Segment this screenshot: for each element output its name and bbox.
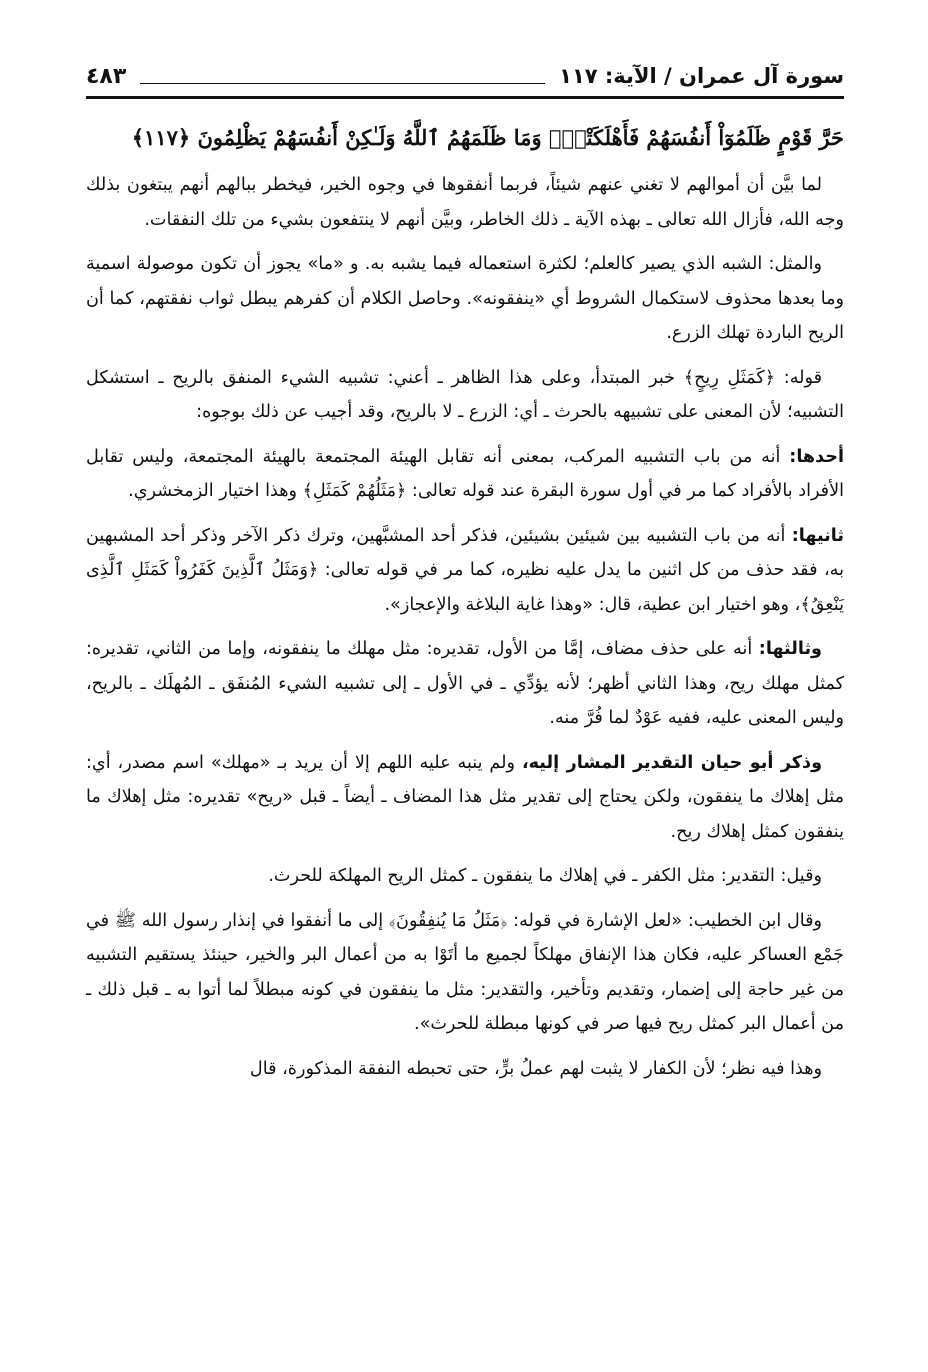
surah-title: سورة آل عمران / الآية: ١١٧ [559, 64, 844, 88]
paragraph-text: والمثل: الشبه الذي يصير كالعلم؛ لكثرة استعماله فيما يشبه به. و «ما» يجوز أن تكون موصولة اسمية وما بعدها محذوف لاستكمال الشروط أي «ينفقونه». وحاصل الكلام أن كفرهم يبطل ثواب نفقتهم، كما أن الريح الباردة تهلك الزرع. [86, 254, 844, 343]
paragraph-text: ولم ينبه عليه اللهم إلا أن يريد بـ «مهلك» اسم مصدر، أي: مثل إهلاك ما ينفقون، ولكن يحتاج إلى تقدير مثل هذا المضاف ـ أيضاً ـ قبل «ريح» تقديره: مثل إهلاك ما ينفقون كمثل إهلاك ريح. [86, 752, 844, 842]
paragraph-text: وقال ابن الخطيب: «لعل الإشارة في قوله: ﴿مَثَلُ مَا يُنفِقُونَ﴾ إلى ما أنفقوا في إنذار رسول الله ﷺ في جَمْع العساكر عليه، فكان هذا الإنفاق مهلكاً لجميع ما أتَوْا به من أعمال البر والخير، حينئذ يستقيم التشبيه من غير حاجة إلى إضمار، وتقديم وتأخير، والتقدير: مثل ما ينفقون في كونه مبطلاً لما أتوا به ـ قبل ذلك ـ من أعمال البر كمثل ريح فيها صر في كونها مبطلة للحرث». [86, 910, 844, 1034]
paragraph-4 [86, 440, 844, 509]
paragraph-lead: وذكر أبو حيان التقدير المشار إليه، [521, 752, 823, 773]
paragraph-3 [86, 361, 844, 430]
paragraph-7 [86, 746, 844, 850]
quran-verse: حَرَّ قَوْمٍ ظَلَمُوٓاْ أَنفُسَهُمْ فَأَهْلَكَتْهُۚ وَمَا ظَلَمَهُمُ ٱللَّهُ وَلَـٰكِنْ أَنفُسَهُمْ يَظْلِمُونَ ﴿١١٧﴾ [131, 125, 844, 150]
paragraph-5 [86, 519, 844, 623]
paragraph-text: وهذا فيه نظر؛ لأن الكفار لا يثبت لهم عملُ برٍّ، حتى تحبطه النفقة المذكورة، قال [249, 1058, 822, 1079]
paragraph-text: قوله: ﴿كَمَثَلِ رِيحٍ﴾ خبر المبتدأ، وعلى هذا الظاهر ـ أعني: تشبيه الشيء المنفق بالريح ـ استشكل التشبيه؛ لأن المعنى على تشبيهه بالحرث ـ أي: الزرع ـ لا بالريح، وقد أجيب عن ذلك بوجوه: [86, 367, 844, 422]
paragraph-lead: أحدها: [789, 446, 844, 467]
paragraph-lead: ثانيها: [791, 525, 844, 546]
paragraph-1 [86, 168, 844, 237]
paragraph-9 [86, 904, 844, 1042]
paragraph-8 [86, 859, 844, 894]
paragraph-text: أنه من باب التشبيه المركب، بمعنى أنه تقابل الهيئة المجتمعة بالهيئة المجتمعة، وليس تقابل الأفراد بالأفراد كما مر في أول سورة البقرة عند قوله تعالى: ﴿مَثَلُهُمْ كَمَثَلِ﴾ وهذا اختيار الزمخشري. [86, 446, 844, 501]
paragraph-text: أنه على حذف مضاف، إمَّا من الأول، تقديره: مثل مهلك ما ينفقونه، وإما من الثاني، تقديره: كمثل مهلك ريح، وهذا الثاني أظهر؛ لأنه يؤدِّي ـ في الأول ـ إلى تشبيه الشيء المُنفَق ـ المُهلَك ـ بالريح، وليس المعنى عليه، ففيه عَوْدٌ لما فُرَّ منه. [86, 639, 844, 728]
paragraph-text: وقيل: التقدير: مثل الكفر ـ في إهلاك ما ينفقون ـ كمثل الريح المهلكة للحرث. [268, 866, 822, 886]
paragraph-6 [86, 632, 844, 736]
page-number: ٤٨٣ [86, 63, 127, 89]
paragraph-10 [86, 1052, 844, 1087]
paragraph-lead: وثالثها: [758, 639, 822, 659]
header-rule [140, 69, 545, 84]
page-body [86, 118, 844, 1096]
paragraph-text: أنه من باب التشبيه بين شيئين بشيئين، فذكر أحد المشبَّهين، وترك ذكر الآخر وذكر أحد المشبهين به، فقد حذف من كل اثنين ما يدل عليه نظيره، كما مر في قوله تعالى: ﴿وَمَثَلُ ٱلَّذِينَ كَفَرُواْ كَمَثَلِ ٱلَّذِى يَنْعِقُ﴾، وهو اختيار ابن عطية، قال: «وهذا غاية البلاغة والإعجاز». [86, 525, 844, 615]
paragraph-2 [86, 247, 844, 351]
page-header [86, 56, 844, 99]
paragraph-text: لما بيَّن أن أموالهم لا تغني عنهم شيئاً، فربما أنفقوها في وجوه الخير، فيخطر ببالهم أنهم يبتغون بذلك وجه الله، فأزال الله تعالى ـ بهذه الآية ـ ذلك الخاطر، وبيَّن أنهم لا ينتفعون بشيء من تلك النفقات. [86, 175, 844, 230]
